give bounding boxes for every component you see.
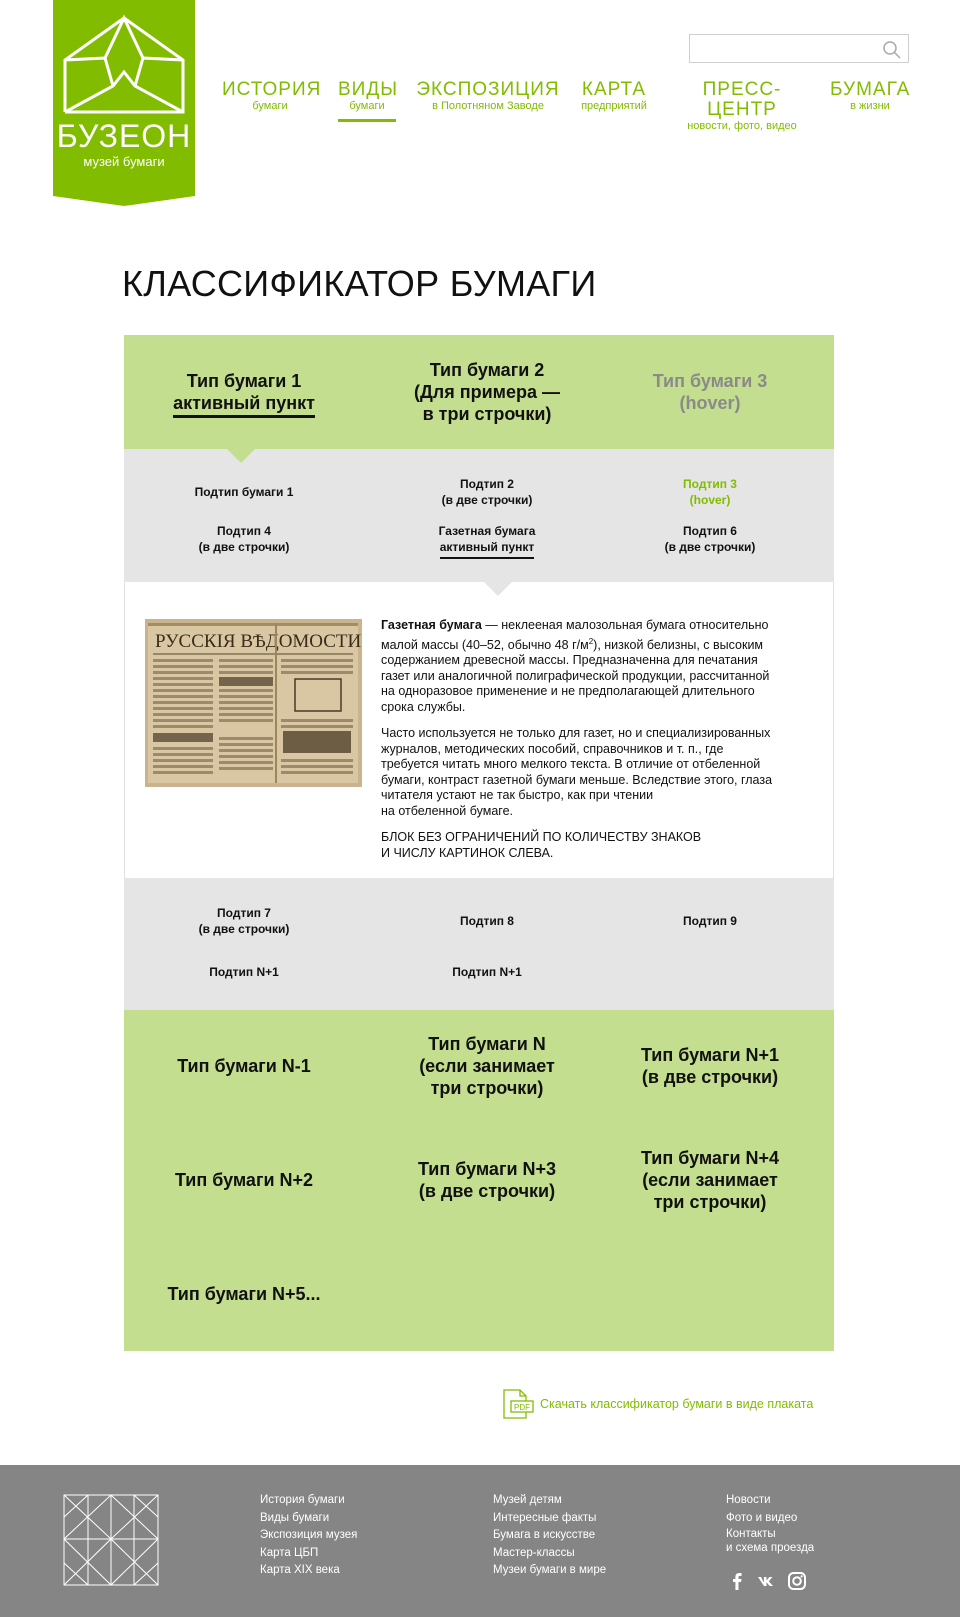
search-input[interactable] [690, 35, 875, 62]
download-pdf-link[interactable] [502, 1389, 813, 1419]
paper-type-label: (в две строчки) [641, 1067, 779, 1087]
subtype-label: Подтип N+1 [209, 965, 279, 979]
nav-item-paper-in-life[interactable] [830, 80, 910, 113]
subtype-label: Подтип 3 [683, 477, 737, 491]
pdf-icon-label: PDF [514, 1403, 530, 1412]
footer-link[interactable]: Карта ЦБП [260, 1546, 319, 1559]
subtype-label: Подтип бумаги 1 [194, 485, 294, 499]
subtypes-top [124, 449, 834, 582]
paper-type-label: три строчки) [653, 1192, 767, 1212]
paper-type-label: Тип бумаги N+4 [640, 1148, 780, 1168]
nav-item-title: ИСТОРИЯ [222, 79, 322, 100]
description-line: читателя устают не так быстро, как при чтении [381, 788, 654, 803]
page-title: КЛАССИФИКАТОР БУМАГИ [122, 263, 597, 304]
footer-logo-icon[interactable] [54, 1487, 168, 1593]
nav-item-sub: бумаги [349, 100, 385, 112]
footer-link[interactable]: История бумаги [260, 1494, 345, 1506]
subtype-newsprint-active[interactable] [392, 523, 582, 559]
paper-type-n-minus-1[interactable] [144, 1055, 344, 1077]
nav-item-press[interactable] [668, 80, 816, 133]
nav-item-title: ВИДЫ [338, 79, 399, 100]
logo-name: БУЗЕОН [56, 118, 192, 154]
paper-type-label: три строчки) [430, 1078, 544, 1098]
nav-active-underline [338, 119, 396, 122]
pdf-icon [502, 1389, 534, 1419]
subtype-label: Подтип 7 [217, 906, 271, 920]
footer-link[interactable]: Бумага в искусстве [493, 1529, 596, 1541]
newspaper-photo [145, 619, 362, 787]
nav-item-sub: бумаги [252, 100, 288, 112]
subtype-n1b[interactable] [392, 964, 582, 980]
description-line: БЛОК БЕЗ ОГРАНИЧЕНИЙ ПО КОЛИЧЕСТВУ ЗНАКОВ [381, 830, 702, 845]
subtype-label: (в две строчки) [664, 540, 756, 554]
paper-type-label: Тип бумаги N+1 [640, 1045, 780, 1065]
subtype-3-hover[interactable] [610, 476, 810, 508]
subtype-label: Подтип 6 [683, 524, 737, 538]
main-nav [0, 79, 960, 132]
paper-type-n-plus-5[interactable] [144, 1283, 344, 1305]
paper-type-label: (hover) [679, 393, 741, 413]
nav-item-sub: новости, фото, видео [687, 120, 797, 132]
subtype-2[interactable] [392, 476, 582, 508]
subtype-8[interactable] [392, 913, 582, 929]
description-line: ), низкой белизны, с высоким [593, 637, 764, 652]
footer-link[interactable]: Контакты [726, 1528, 776, 1540]
subtype-label: активный пункт [440, 539, 535, 559]
paper-type-n[interactable] [382, 1033, 592, 1099]
subtype-label: Газетная бумага [438, 524, 536, 538]
footer-link[interactable]: Фото и видео [726, 1511, 798, 1524]
nav-item-sub: в Полотняном Заводе [432, 100, 544, 112]
subtypes-bottom [124, 878, 834, 1010]
subtype-label: (в две строчки) [198, 540, 290, 554]
nav-item-history[interactable] [222, 79, 322, 113]
search-icon[interactable] [882, 40, 902, 60]
subtype-label: (hover) [689, 493, 731, 507]
paper-type-label: Тип бумаги 1 [186, 371, 302, 391]
description-line: малой массы (40–52, обычно 48 г/м [381, 637, 589, 652]
subtype-1[interactable] [144, 484, 344, 500]
subtype-label: Подтип N+1 [452, 965, 522, 979]
paper-type-label: в три строчки) [422, 404, 552, 424]
paper-type-label: (если занимает [642, 1170, 778, 1190]
description-line: на одноразовое применение и не предполагающей длительного [381, 684, 755, 699]
description-line: журналов, методических пособий, справочников и т. п., где [381, 741, 724, 756]
paper-type-label: Тип бумаги N+2 [174, 1170, 314, 1190]
description-sup: 2 [588, 636, 594, 646]
paper-types-bottom [124, 1010, 834, 1351]
instagram-icon[interactable] [786, 1570, 808, 1592]
newspaper-masthead: РУССКIЯ ВѢДОМОСТИ [155, 631, 362, 652]
description-text [381, 618, 801, 872]
paper-type-label: Тип бумаги 2 [429, 360, 545, 380]
nav-item-title: ПРЕСС-ЦЕНТР [702, 79, 782, 120]
subtype-label: Подтип 4 [217, 524, 271, 538]
footer-col-museum [260, 1492, 357, 1580]
footer-link[interactable]: Музей детям [493, 1494, 562, 1506]
facebook-icon[interactable] [726, 1570, 748, 1592]
description-line: И ЧИСЛУ КАРТИНОК СЛЕВА. [381, 845, 554, 860]
active-pointer [484, 582, 512, 596]
paper-type-label: активный пункт [173, 392, 315, 418]
classifier [124, 335, 834, 1351]
nav-item-map[interactable] [574, 80, 654, 113]
subtype-4[interactable] [144, 523, 344, 555]
paper-type-n-plus-3[interactable] [382, 1158, 592, 1202]
paper-type-label: Тип бумаги N+3 [417, 1159, 557, 1179]
subtype-label: Подтип 8 [460, 914, 514, 928]
description-line: бумаги, контраст газетной бумаги меньше. Вследствие этого, глаза [381, 772, 773, 787]
logo-subtitle: музей бумаги [83, 154, 165, 169]
nav-item-exposition[interactable] [416, 80, 560, 113]
subtype-label: Подтип 9 [683, 914, 737, 928]
footer-link[interactable]: Виды бумаги [260, 1511, 330, 1524]
paper-type-label: Тип бумаги N-1 [177, 1056, 311, 1076]
vk-icon[interactable] [756, 1570, 778, 1592]
footer-link[interactable]: и схема проезда [726, 1542, 815, 1554]
paper-type-n-plus-1[interactable] [610, 1044, 810, 1088]
nav-item-title: КАРТА [581, 79, 647, 100]
footer-col-extra [493, 1492, 606, 1580]
subtype-6[interactable] [610, 523, 810, 555]
subtype-label: Подтип 2 [460, 477, 514, 491]
description-line: требуется читать много мелкого текста. В отличие от отбеленной [381, 757, 761, 772]
active-pointer [227, 449, 255, 463]
social-links [726, 1570, 808, 1592]
description-line: на отбеленной бумаге. [381, 803, 513, 818]
footer-link[interactable]: Музеи бумаги в мире [493, 1564, 607, 1576]
nav-item-title: БУМАГА [830, 79, 911, 100]
footer-col-info [726, 1492, 814, 1555]
description-line: срока службы. [381, 699, 466, 714]
description-line: газет или аналогичной полиграфической продукции, рассчитанной [381, 668, 770, 683]
footer-link[interactable]: Новости [726, 1494, 771, 1506]
description-line: — неклееная малозольная бумага относительно [481, 618, 769, 632]
paper-type-label: (если занимает [419, 1056, 555, 1076]
footer [0, 1465, 960, 1617]
search-box [689, 34, 909, 63]
nav-item-sub: предприятий [581, 100, 647, 112]
paper-type-label: Тип бумаги 3 [652, 371, 768, 391]
paper-type-label: Тип бумаги N+5... [167, 1284, 321, 1304]
subtype-label: (в две строчки) [198, 922, 290, 936]
subtype-label: (в две строчки) [441, 493, 533, 507]
subtype-7[interactable] [144, 905, 344, 937]
footer-link[interactable]: Интересные факты [493, 1511, 597, 1524]
nav-item-types[interactable] [338, 79, 399, 122]
subtype-9[interactable] [610, 913, 810, 929]
paper-type-n-plus-2[interactable] [144, 1169, 344, 1191]
paper-type-1-active[interactable] [144, 370, 344, 418]
paper-type-label: (Для примера — [413, 382, 561, 402]
paper-type-n-plus-4[interactable] [610, 1147, 810, 1213]
description-term: Газетная бумага [381, 618, 482, 632]
paper-type-label: Тип бумаги N [428, 1034, 546, 1054]
paper-type-2[interactable] [382, 359, 592, 425]
footer-link[interactable]: Мастер-классы [493, 1546, 575, 1559]
nav-item-sub: в жизни [850, 100, 890, 112]
paper-types-top [124, 335, 834, 449]
paper-type-3-hover[interactable] [610, 370, 810, 414]
footer-link[interactable]: Карта XIX века [260, 1564, 340, 1576]
description-line: Часто используется не только для газет, но и специализированных [381, 726, 771, 741]
subtype-description [124, 582, 834, 878]
description-line: содержанием древесной массы. Предназначенна для печатания [381, 653, 758, 668]
nav-item-title: ЭКСПОЗИЦИЯ [416, 79, 560, 100]
paper-type-label: (в две строчки) [418, 1181, 556, 1201]
footer-link[interactable]: Экспозиция музея [260, 1529, 358, 1541]
subtype-n1[interactable] [144, 964, 344, 980]
download-pdf-label: Скачать классификатор бумаги в виде плаката [540, 1397, 814, 1411]
